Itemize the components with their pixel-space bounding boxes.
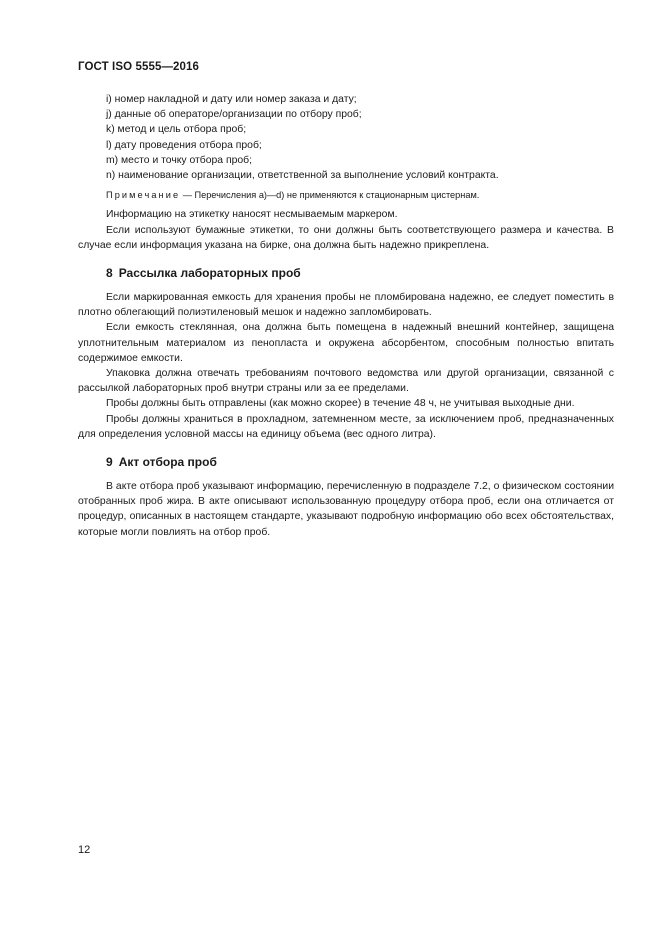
note-label: Примечание — [106, 190, 181, 201]
list-marker: l) — [106, 139, 112, 151]
section-number: 9 — [106, 455, 113, 470]
list-item — [78, 138, 614, 153]
list-marker: i) — [106, 94, 112, 105]
list-item-text: дату проведения отбора проб; — [114, 139, 262, 151]
list-item — [78, 122, 614, 137]
list-item-text: метод и цель отбора проб; — [117, 124, 247, 136]
list-marker: m) — [106, 154, 119, 166]
list-item — [78, 153, 614, 168]
list-item — [78, 92, 614, 107]
section-paragraph: Если емкость стеклянная, она должна быть помещена в надежный внешний контейнер, защищена уплотнительным материалом из пенопласта и окружена абсорбентом, способным полностью впитать содержимое емкости. — [78, 322, 614, 364]
section-title: Акт отбора проб — [118, 455, 217, 470]
list-item-text: наименование организации, ответственной за выполнение условий контракта. — [118, 170, 499, 182]
note-text: — Перечисления a)—d) не применяются к стационарным цистернам. — [180, 190, 480, 201]
label-paragraph: Если используют бумажные этикетки, то они должны быть соответствующего размера и качества. В случае если информация указана на бирке, она должна быть надежно прикреплена. — [78, 224, 614, 251]
list-item-text: место и точку отбора проб; — [121, 154, 252, 166]
section-paragraph: Упаковка должна отвечать требованиям почтового ведомства или другой организации, связанной с рассылкой лабораторных проб внутри страны или за ее пределами. — [78, 368, 614, 395]
section-title: Рассылка лабораторных проб — [118, 266, 301, 281]
list-marker: j) — [106, 109, 112, 121]
list-item — [78, 107, 614, 122]
section-paragraph: В акте отбора проб указывают информацию, перечисленную в подразделе 7.2, о физическом состоянии отобранных проб жира. В акте описывают использованную процедуру отбора проб, если она отличается от процедур, описанных в настоящем стандарте, указывают подробную информацию обо всех обстоятельствах, которые могли повлиять на отбор проб. — [78, 481, 614, 538]
section-paragraph: Пробы должны храниться в прохладном, затемненном месте, за исключением проб, предназначенных для определения условной массы на единицу объема (вес одного литра). — [78, 413, 614, 440]
list-item-text: данные об операторе/организации по отбору проб; — [114, 109, 362, 121]
section-paragraph: Если маркированная емкость для хранения пробы не пломбирована надежно, ее следует поместить в плотно облегающий полиэтиленовый мешок и надежно запломбировать. — [78, 292, 614, 319]
section-heading-9 — [78, 454, 614, 470]
document-header: ГОСТ ISO 5555—2016 — [78, 61, 200, 73]
section-heading-8 — [78, 265, 614, 281]
list-item-text: номер накладной и дату или номер заказа и дату; — [114, 94, 357, 105]
note — [78, 188, 614, 203]
section-paragraph: Пробы должны быть отправлены (как можно скорее) в течение 48 ч, не учитывая выходные дни. — [106, 398, 575, 410]
section-number: 8 — [106, 266, 113, 281]
list-marker: n) — [106, 170, 116, 182]
list-marker: k) — [106, 124, 115, 136]
page-content — [78, 92, 614, 540]
label-paragraph: Информацию на этикетку наносят несмываемым маркером. — [106, 209, 398, 221]
page-number: 12 — [78, 844, 91, 856]
list-item — [78, 168, 614, 183]
